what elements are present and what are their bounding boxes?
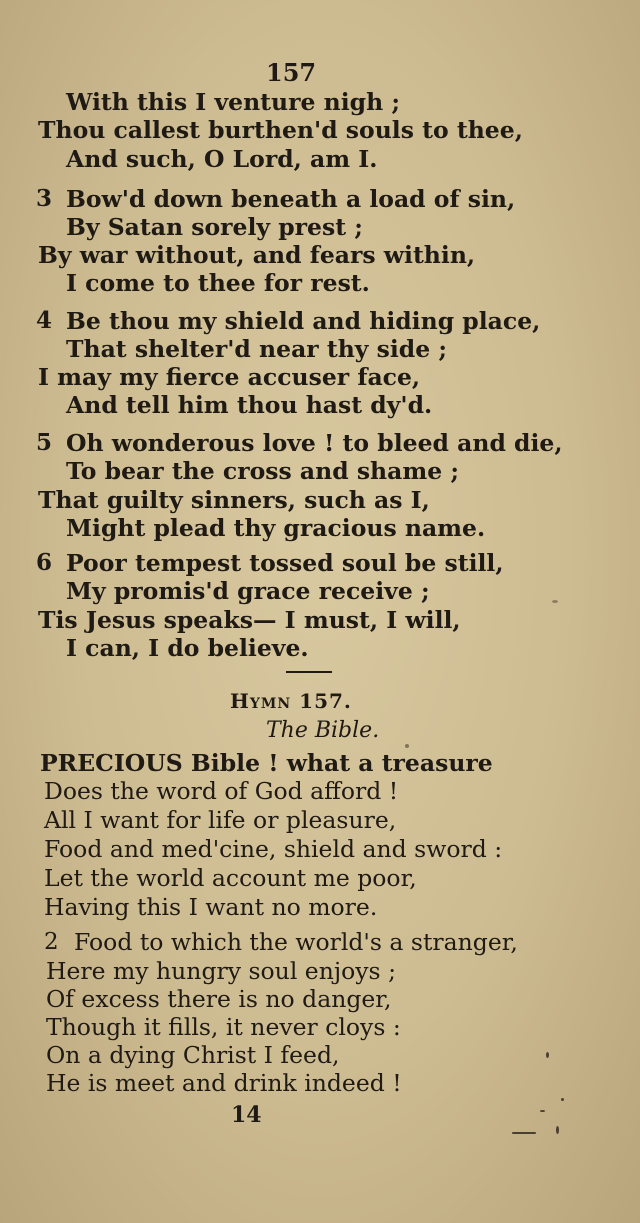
- verse-line: And such, O Lord, am I.: [66, 145, 378, 173]
- verse-line: I can, I do believe.: [66, 634, 309, 662]
- stanza-number: 4: [36, 307, 53, 334]
- verse-line: To bear the cross and shame ;: [66, 457, 460, 485]
- verse-line: That guilty sinners, such as I,: [38, 486, 430, 514]
- verse-line: By war without, and fears within,: [38, 241, 476, 269]
- hymn-heading: Hymn 157.: [230, 689, 352, 713]
- signature-mark: 14: [231, 1102, 262, 1128]
- verse-line: Let the world account me poor,: [44, 864, 417, 892]
- verse-line: On a dying Christ I feed,: [46, 1041, 340, 1069]
- stanza-number: 2: [44, 929, 59, 955]
- stanza-number: 6: [36, 549, 53, 576]
- verse-line: Does the word of God afford !: [44, 777, 399, 805]
- verse-line: With this I venture nigh ;: [66, 88, 401, 116]
- verse-line: Might plead thy gracious name.: [66, 514, 486, 542]
- ink-speck: [540, 1110, 545, 1112]
- verse-line: Be thou my shield and hiding place,: [66, 307, 541, 335]
- verse-line: My promis'd grace receive ;: [66, 577, 430, 605]
- ink-speck: [556, 1126, 559, 1134]
- verse-line: He is meet and drink indeed !: [46, 1069, 402, 1097]
- page-number: 157: [266, 58, 317, 87]
- stanza-number: 3: [36, 185, 53, 212]
- verse-line: And tell him thou hast dy'd.: [66, 391, 433, 419]
- verse-line: Bow'd down beneath a load of sin,: [66, 185, 516, 213]
- verse-line: Thou callest burthen'd souls to thee,: [38, 116, 523, 144]
- verse-line: Tis Jesus speaks— I must, I will,: [38, 606, 461, 634]
- ink-speck: [552, 600, 558, 603]
- verse-line: By Satan sorely prest ;: [66, 213, 363, 241]
- verse-line: Food to which the world's a stranger,: [74, 928, 518, 956]
- hymn-subtitle: The Bible.: [266, 718, 380, 743]
- ink-speck: [561, 1098, 564, 1101]
- verse-line: Oh wonderous love ! to bleed and die,: [66, 429, 563, 457]
- stanza-number: 5: [36, 429, 53, 456]
- verse-line: Here my hungry soul enjoys ;: [46, 957, 396, 985]
- verse-line: Of excess there is no danger,: [46, 985, 392, 1013]
- verse-line: I come to thee for rest.: [66, 269, 370, 297]
- verse-line: I may my fierce accuser face,: [38, 363, 421, 391]
- verse-line: Food and med'cine, shield and sword :: [44, 835, 503, 863]
- verse-line: That shelter'd near thy side ;: [66, 335, 448, 363]
- verse-line: Having this I want no more.: [44, 893, 378, 921]
- verse-line: Poor tempest tossed soul be still,: [66, 549, 504, 577]
- ink-speck: [546, 1052, 549, 1058]
- ink-speck: [405, 744, 409, 748]
- section-divider: [286, 671, 332, 673]
- verse-line: PRECIOUS Bible ! what a treasure: [40, 749, 493, 777]
- verse-line: Though it fills, it never cloys :: [46, 1013, 401, 1041]
- ink-speck: [512, 1132, 536, 1134]
- verse-line: All I want for life or pleasure,: [44, 806, 397, 834]
